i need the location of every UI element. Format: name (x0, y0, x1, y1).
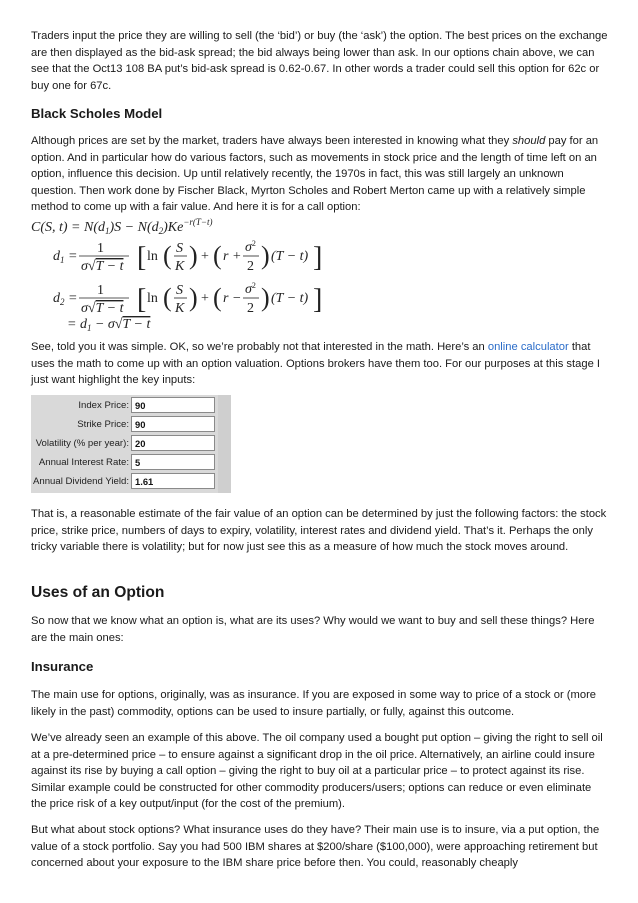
interest-rate-row (31, 454, 231, 472)
svg-text:): ) (189, 241, 198, 270)
svg-text:[: [ (137, 242, 147, 273)
svg-text:2: 2 (247, 259, 254, 274)
dividend-yield-field[interactable]: 1.61 (131, 473, 215, 489)
svg-text:(T − t): (T − t) (271, 291, 309, 306)
black-scholes-formula (31, 216, 321, 332)
svg-text:σ√T − t: σ√T − t (81, 259, 124, 274)
svg-text:C(S, t) = N(d1)S − N(d2)Ke−r(T: C(S, $t) = N(d_1)S - N(d_2)Ke^{-r(T-t)}$ (31, 217, 213, 236)
svg-text:r +: r + (223, 249, 242, 264)
svg-text:]: ] (313, 284, 323, 315)
insurance-paragraph-2: We’ve already seen an example of this above. The oil company used a bought put option – giving the right to sell oil at a pre-determined price – to ensure against a significant drop in the oil price. Alternatively, an airline could insure against its rise by buying a call option – giving the right to buy oil at a particular price – to protect against its rise. Similar example could be constructed for other commodity producers/users; options can reduce or even eliminate the price risk of a key output/input (for the cost of the premium). (31, 732, 603, 811)
svg-text:1: 1 (97, 241, 104, 256)
svg-text:): ) (261, 283, 270, 312)
strike-price-row (31, 416, 231, 434)
svg-text:ln: ln (147, 291, 158, 306)
svg-text:2: 2 (247, 301, 254, 316)
svg-text:(: ( (213, 283, 222, 312)
intro-paragraph: Traders input the price they are willing to sell (the ‘bid’) or buy (the ‘ask’) the option. The best prices on the exchange are then displayed as the bid-ask spread; the bid always being lower than ask. In our options chain above, we can see that the Oct13 108 BA put’s bid-ask spread is 0.62-0.67. In other words a trader could sell this option for 62c or buy one for 67c. (31, 30, 608, 92)
svg-text:): ) (261, 241, 270, 270)
option-calculator-inputs (31, 395, 231, 493)
online-calculator-link[interactable]: online calculator (487, 341, 569, 353)
black-scholes-paragraph: Although prices are set by the market, traders have always been interested in knowing what they should pay for an option. And in particular how do various factors, such as movements in stock price and the length of time left on an option, influence this decision. Up until relatively recently, the 1970s in fact, this was still largely an unknown question. Then work done by Fischer Black, Myrton Scholes and Robert Merton came up with a relatively simple method to come up with a fair value. And here it is for a call option: (31, 135, 599, 214)
svg-text:+: + (201, 291, 209, 306)
svg-text:d1 =: $d_1$ = (53, 249, 78, 265)
strike-price-label: Strike Price: (77, 419, 129, 430)
svg-text:+: + (201, 249, 209, 264)
emphasis-should: should (512, 135, 546, 147)
svg-text:[: [ (137, 284, 147, 315)
uses-intro-paragraph: So now that we know what an option is, what are its uses? Why would we want to buy and sell these things? Here are the main ones: (31, 615, 595, 644)
dividend-yield-row (31, 473, 231, 491)
svg-text:K: K (175, 259, 185, 274)
strike-price-field[interactable]: 90 (131, 416, 215, 432)
volatility-field[interactable]: 20 (131, 435, 215, 451)
black-scholes-heading: Black Scholes Model (31, 106, 163, 121)
svg-text:S: S (176, 283, 183, 298)
svg-text:= d1 − σ√T − t: = $d_1 - \sigma√T - t$ (67, 317, 151, 333)
volatility-label: Volatility (% per year): (35, 438, 129, 449)
index-price-label: Index Price: (78, 400, 129, 411)
insurance-paragraph-1: The main use for options, originally, was as insurance. If you are exposed in some way to price of a stock or (more likely in the past) commodity, options can be used to insure partially, or fully, against this outcome. (31, 689, 597, 718)
svg-text:1: 1 (97, 283, 104, 298)
svg-text:σ√T − t: σ√T − t (81, 301, 124, 316)
index-price-row (31, 397, 231, 415)
insurance-heading: Insurance (31, 659, 94, 674)
svg-text:]: ] (313, 242, 323, 273)
interest-rate-field[interactable]: 5 (131, 454, 215, 470)
svg-text:r −: r − (223, 291, 242, 306)
insurance-paragraph-3: But what about stock options? What insurance uses do they have? Their main use is to insure, via a put option, the value of a stock portfolio. Say you had 500 IBM shares at $200/share ($100,000), were approaching retirement but concerned about your exposure to the IBM share price before then. You could, reasonably cheaply (31, 824, 600, 870)
dividend-yield-label: Annual Dividend Yield: (32, 476, 129, 487)
fair-value-paragraph: That is, a reasonable estimate of the fair value of an option can be determined by just the following factors: the stock price, strike price, numbers of days to expiry, volatility, interest rates and dividend yield. That’s it. Perhaps the only tricky variable there is volatility; but for now just see this as a measure of how much the stock moves around. (31, 508, 607, 554)
svg-text:K: K (175, 301, 185, 316)
volatility-row (31, 435, 231, 453)
svg-text:(: ( (213, 241, 222, 270)
svg-text:(T − t): (T − t) (271, 249, 309, 264)
svg-text:σ2: $\sigma^2$ (245, 239, 256, 255)
calculator-paragraph: See, told you it was simple. OK, so we’re probably not that interested in the math. Here’s an online calculator that uses the math to come up with an option valuation. Options brokers have them too. For our purposes at this stage I just want highlight the key inputs: (31, 341, 601, 387)
svg-text:(: ( (163, 241, 172, 270)
svg-text:S: S (176, 241, 183, 256)
interest-rate-label: Annual Interest Rate: (38, 457, 129, 468)
svg-text:): ) (189, 283, 198, 312)
svg-text:d2 =: $d_2$ = (53, 291, 78, 307)
uses-heading: Uses of an Option (31, 584, 165, 601)
svg-text:(: ( (163, 283, 172, 312)
svg-text:σ2: $\sigma^2$ (245, 281, 256, 297)
index-price-field[interactable]: 90 (131, 397, 215, 413)
svg-text:ln: ln (147, 249, 158, 264)
